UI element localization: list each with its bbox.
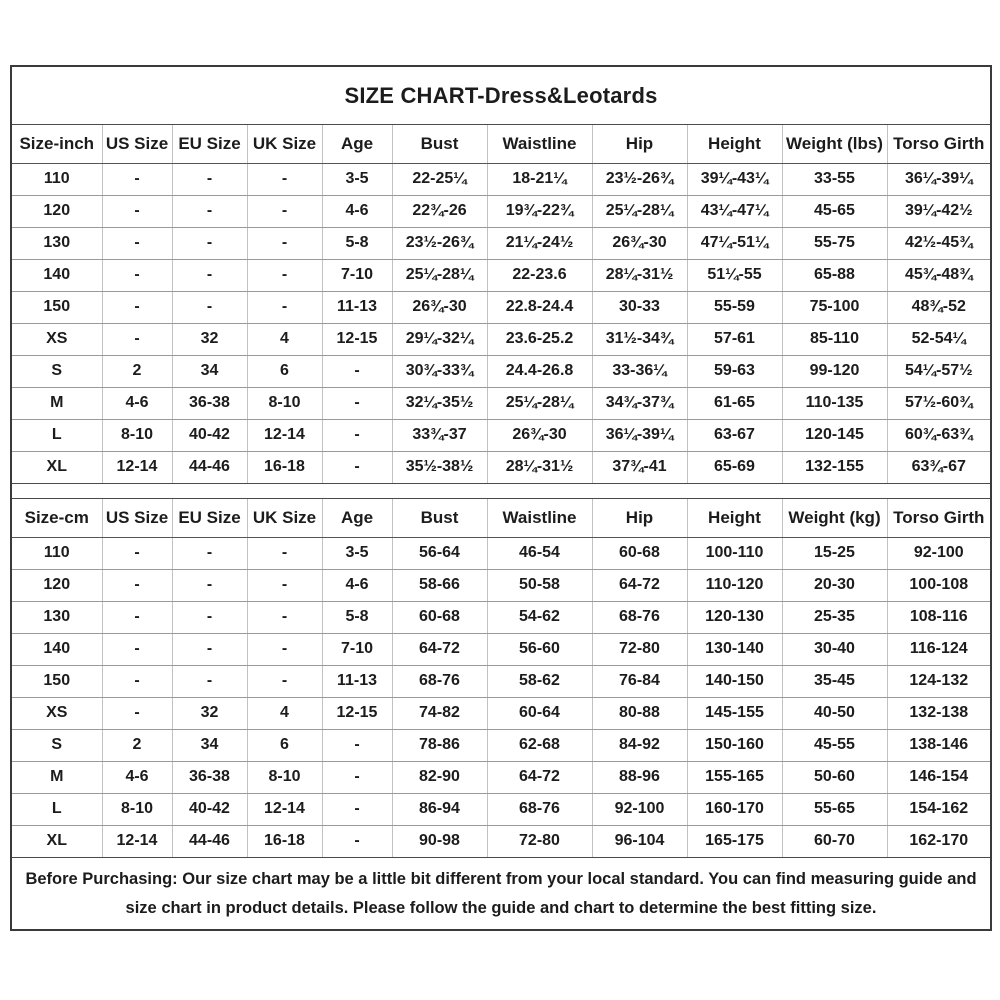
table-cell: 74-82 [392, 697, 487, 729]
table-cell: 21¼-24½ [487, 227, 592, 259]
size-label-cell: XS [12, 697, 102, 729]
table-cell: 33-55 [782, 163, 887, 195]
table-cell: 30-33 [592, 291, 687, 323]
table-cell: 72-80 [592, 633, 687, 665]
column-header: Height [687, 125, 782, 163]
column-header: US Size [102, 125, 172, 163]
table-cell: 54¼-57½ [887, 355, 990, 387]
table-cell: 16-18 [247, 451, 322, 483]
table-cell: - [102, 227, 172, 259]
column-header: Hip [592, 499, 687, 537]
purchase-note-line-2: size chart in product details. Please follow the guide and chart to determine the best fitting size. [125, 898, 877, 917]
table-cell: 48¾-52 [887, 291, 990, 323]
size-label-cell: 130 [12, 601, 102, 633]
table-cell: 84-92 [592, 729, 687, 761]
table-cell: - [322, 761, 392, 793]
table-cell: 55-65 [782, 793, 887, 825]
table-cell: 57-61 [687, 323, 782, 355]
table-cell: 68-76 [392, 665, 487, 697]
table-cell: 120-130 [687, 601, 782, 633]
table-cell: 47¼-51¼ [687, 227, 782, 259]
table-cell: - [247, 195, 322, 227]
table-cell: 45¾-48¾ [887, 259, 990, 291]
table-cell: 68-76 [487, 793, 592, 825]
table-row [12, 419, 990, 451]
size-label-cell: M [12, 387, 102, 419]
table-cell: 35½-38½ [392, 451, 487, 483]
table-cell: 22.8-24.4 [487, 291, 592, 323]
table-cell: 33¾-37 [392, 419, 487, 451]
table-cell: 65-88 [782, 259, 887, 291]
table-cell: 25¼-28¼ [487, 387, 592, 419]
table-cell: - [172, 163, 247, 195]
table-cell: 6 [247, 729, 322, 761]
table-row [12, 355, 990, 387]
table-cell: 15-25 [782, 537, 887, 569]
table-cell: 140-150 [687, 665, 782, 697]
table-cell: - [172, 569, 247, 601]
table-cell: 68-76 [592, 601, 687, 633]
header-row [12, 499, 990, 537]
table-cell: - [172, 633, 247, 665]
table-cell: 50-60 [782, 761, 887, 793]
table-cell: 12-15 [322, 697, 392, 729]
table-cell: 80-88 [592, 697, 687, 729]
table-cell: 60-68 [592, 537, 687, 569]
size-label-cell: S [12, 355, 102, 387]
table-cell: - [102, 665, 172, 697]
table-row [12, 387, 990, 419]
table-cell: 23½-26¾ [392, 227, 487, 259]
size-label-cell: 110 [12, 537, 102, 569]
table-row [12, 665, 990, 697]
table-cell: 19¾-22¾ [487, 195, 592, 227]
table-cell: 25¼-28¼ [592, 195, 687, 227]
column-header: UK Size [247, 125, 322, 163]
table-cell: - [322, 793, 392, 825]
table-cell: - [247, 163, 322, 195]
table-cell: 116-124 [887, 633, 990, 665]
table-cell: - [172, 665, 247, 697]
table-cell: - [172, 195, 247, 227]
column-header: Torso Girth [887, 499, 990, 537]
table-row [12, 291, 990, 323]
table-cell: - [102, 291, 172, 323]
table-cell: 36-38 [172, 761, 247, 793]
table-cell: 11-13 [322, 665, 392, 697]
table-row [12, 569, 990, 601]
table-cell: 34 [172, 355, 247, 387]
table-cell: 29¼-32¼ [392, 323, 487, 355]
table-cell: 110-120 [687, 569, 782, 601]
table-cell: - [322, 419, 392, 451]
table-cell: 12-14 [247, 419, 322, 451]
table-cell: 43¼-47¼ [687, 195, 782, 227]
table-cell: 2 [102, 729, 172, 761]
table-cell: 64-72 [592, 569, 687, 601]
column-header: EU Size [172, 125, 247, 163]
table-row [12, 793, 990, 825]
column-header: Weight (lbs) [782, 125, 887, 163]
table-cell: 56-60 [487, 633, 592, 665]
table-cell: 155-165 [687, 761, 782, 793]
table-cell: 90-98 [392, 825, 487, 857]
table-cell: - [322, 825, 392, 857]
table-cell: - [247, 665, 322, 697]
table-cell: 39¼-43¼ [687, 163, 782, 195]
table-row [12, 601, 990, 633]
table-cell: - [172, 291, 247, 323]
table-cell: 28¼-31½ [487, 451, 592, 483]
table-cell: 150-160 [687, 729, 782, 761]
table-cell: 22-23.6 [487, 259, 592, 291]
table-cell: 5-8 [322, 601, 392, 633]
table-cell: 92-100 [592, 793, 687, 825]
table-cell: 60-64 [487, 697, 592, 729]
table-divider [12, 483, 990, 499]
chart-title: SIZE CHART-Dress&Leotards [12, 67, 990, 125]
table-cell: 62-68 [487, 729, 592, 761]
table-cell: - [102, 195, 172, 227]
size-label-cell: L [12, 419, 102, 451]
table-cell: 64-72 [487, 761, 592, 793]
column-header: Hip [592, 125, 687, 163]
table-cell: 165-175 [687, 825, 782, 857]
table-cell: 44-46 [172, 825, 247, 857]
table-cell: - [102, 323, 172, 355]
size-label-cell: 140 [12, 259, 102, 291]
table-cell: 8-10 [247, 761, 322, 793]
table-cell: 57½-60¾ [887, 387, 990, 419]
table-cell: 145-155 [687, 697, 782, 729]
table-cell: 55-59 [687, 291, 782, 323]
table-cell: - [247, 537, 322, 569]
table-cell: 60-70 [782, 825, 887, 857]
table-cell: 12-14 [102, 825, 172, 857]
table-cell: 100-108 [887, 569, 990, 601]
table-cell: 37¾-41 [592, 451, 687, 483]
table-row [12, 697, 990, 729]
table-cell: 44-46 [172, 451, 247, 483]
table-cell: - [247, 601, 322, 633]
table-cell: 56-64 [392, 537, 487, 569]
table-cell: 32 [172, 323, 247, 355]
table-cell: 100-110 [687, 537, 782, 569]
size-label-cell: 130 [12, 227, 102, 259]
table-cell: 61-65 [687, 387, 782, 419]
size-label-cell: M [12, 761, 102, 793]
table-cell: 63¾-67 [911, 458, 966, 476]
table-row [12, 633, 990, 665]
column-header: Age [322, 499, 392, 537]
table-cell: - [172, 537, 247, 569]
table-cell: 8-10 [102, 793, 172, 825]
table-cell: - [102, 259, 172, 291]
table-cell: 3-5 [322, 537, 392, 569]
table-row [12, 451, 990, 483]
table-cell: 31½-34¾ [592, 323, 687, 355]
table-cell: 7-10 [322, 259, 392, 291]
table-cell: 35-45 [782, 665, 887, 697]
table-cell: 6 [247, 355, 322, 387]
table-cell: 52-54¼ [887, 323, 990, 355]
table-cell: 20-30 [782, 569, 887, 601]
table-cell: 28¼-31½ [592, 259, 687, 291]
table-cell: 45-55 [782, 729, 887, 761]
table-cell: 2 [102, 355, 172, 387]
table-cell: 30-40 [782, 633, 887, 665]
size-label-cell: XL [12, 451, 102, 483]
table-cell: 12-14 [102, 451, 172, 483]
table-cell: 58-66 [392, 569, 487, 601]
table-cell: 132-155 [782, 451, 887, 483]
size-label-cell: XS [12, 323, 102, 355]
table-cell: - [247, 291, 322, 323]
column-header: UK Size [247, 499, 322, 537]
table-row [12, 761, 990, 793]
table-cell: 85-110 [782, 323, 887, 355]
table-cell: - [172, 259, 247, 291]
table-cell: 25¼-28¼ [392, 259, 487, 291]
table-row [12, 323, 990, 355]
table-cell: 59-63 [687, 355, 782, 387]
column-header: US Size [102, 499, 172, 537]
table-row [12, 537, 990, 569]
column-header: Height [687, 499, 782, 537]
table-cell: 82-90 [392, 761, 487, 793]
size-table-inch [12, 125, 990, 483]
table-cell: 22-25¼ [392, 163, 487, 195]
table-cell: 34¾-37¾ [592, 387, 687, 419]
table-cell: 26¾-30 [592, 227, 687, 259]
table-cell: 64-72 [392, 633, 487, 665]
table-cell: 8-10 [102, 419, 172, 451]
table-cell: 30¾-33¾ [392, 355, 487, 387]
table-cell: 5-8 [322, 227, 392, 259]
table-cell: 36¼-39¼ [592, 419, 687, 451]
column-header: Bust [392, 125, 487, 163]
table-row [12, 163, 990, 195]
size-label-cell: 150 [12, 291, 102, 323]
size-label-cell: 120 [12, 569, 102, 601]
table-cell: 54-62 [487, 601, 592, 633]
table-cell: 46-54 [487, 537, 592, 569]
table-cell: 120-145 [782, 419, 887, 451]
column-header: Size-inch [12, 125, 102, 163]
table-cell: - [102, 697, 172, 729]
table-cell: - [322, 355, 392, 387]
column-header: Waistline [487, 499, 592, 537]
table-cell: 58-62 [487, 665, 592, 697]
table-cell: - [102, 569, 172, 601]
table-cell: 36¼-39¼ [887, 163, 990, 195]
table-cell: 60-68 [392, 601, 487, 633]
table-cell: 8-10 [247, 387, 322, 419]
size-table-cm [12, 499, 990, 857]
table-cell: 12-15 [322, 323, 392, 355]
table-cell: 4 [247, 323, 322, 355]
column-header: Weight (kg) [782, 499, 887, 537]
table-cell: 4-6 [102, 761, 172, 793]
column-header: Size-cm [12, 499, 102, 537]
table-cell: - [102, 601, 172, 633]
table-cell: 75-100 [782, 291, 887, 323]
table-cell: - [322, 729, 392, 761]
table-cell: 132-138 [887, 697, 990, 729]
size-chart-panel [10, 65, 992, 931]
table-cell: 26¾-30 [392, 291, 487, 323]
table-cell: 138-146 [887, 729, 990, 761]
table-cell: 22¾-26 [392, 195, 487, 227]
column-header: Torso Girth [887, 125, 990, 163]
table-cell: - [247, 569, 322, 601]
table-cell: 39¼-42½ [887, 195, 990, 227]
table-cell: 24.4-26.8 [487, 355, 592, 387]
table-row [12, 825, 990, 857]
table-cell: 65-69 [687, 451, 782, 483]
table-cell: 3-5 [322, 163, 392, 195]
column-header: Bust [392, 499, 487, 537]
table-cell: 110-135 [782, 387, 887, 419]
size-label-cell: 150 [12, 665, 102, 697]
column-header: Waistline [487, 125, 592, 163]
table-cell: 32¼-35½ [392, 387, 487, 419]
table-cell: - [322, 387, 392, 419]
table-cell: 4 [247, 697, 322, 729]
table-cell: 162-170 [909, 832, 969, 850]
table-cell: 51¼-55 [687, 259, 782, 291]
table-cell: - [322, 451, 392, 483]
table-cell: - [247, 633, 322, 665]
table-cell: 11-13 [322, 291, 392, 323]
table-cell: - [102, 633, 172, 665]
table-cell: 7-10 [322, 633, 392, 665]
table-cell: 23½-26¾ [592, 163, 687, 195]
table-cell: 130-140 [687, 633, 782, 665]
table-cell: 154-162 [887, 793, 990, 825]
table-cell: 25-35 [782, 601, 887, 633]
table-row [12, 227, 990, 259]
table-row [12, 195, 990, 227]
table-cell: 16-18 [247, 825, 322, 857]
size-label-cell: S [12, 729, 102, 761]
table-cell: 76-84 [592, 665, 687, 697]
purchase-note-line-1: Before Purchasing: Our size chart may be a little bit different from your local standard. You can find measuring guide and [25, 869, 977, 888]
table-cell: 72-80 [487, 825, 592, 857]
table-cell: 96-104 [592, 825, 687, 857]
table-cell: 55-75 [782, 227, 887, 259]
table-cell: 160-170 [687, 793, 782, 825]
table-cell: 99-120 [782, 355, 887, 387]
size-label-cell: 120 [12, 195, 102, 227]
table-row [12, 259, 990, 291]
table-cell: 4-6 [322, 569, 392, 601]
table-cell: 23.6-25.2 [487, 323, 592, 355]
table-cell: - [172, 601, 247, 633]
size-label-cell: L [12, 793, 102, 825]
table-cell: 92-100 [887, 537, 990, 569]
header-row [12, 125, 990, 163]
table-cell: - [102, 163, 172, 195]
table-cell: 60¾-63¾ [887, 419, 990, 451]
table-cell: - [102, 537, 172, 569]
table-cell: - [247, 227, 322, 259]
table-cell: 45-65 [782, 195, 887, 227]
table-cell: 86-94 [392, 793, 487, 825]
table-cell: 12-14 [247, 793, 322, 825]
table-cell: 40-42 [172, 793, 247, 825]
table-cell: 4-6 [102, 387, 172, 419]
column-header: EU Size [172, 499, 247, 537]
table-cell: 108-116 [887, 601, 990, 633]
size-label-cell: 140 [12, 633, 102, 665]
table-cell: 88-96 [592, 761, 687, 793]
table-cell: 40-42 [172, 419, 247, 451]
table-cell: 40-50 [782, 697, 887, 729]
table-row [12, 729, 990, 761]
table-cell: 63-67 [687, 419, 782, 451]
table-cell: 36-38 [172, 387, 247, 419]
table-cell: 18-21¼ [487, 163, 592, 195]
size-label-cell: XL [12, 825, 102, 857]
table-cell: 124-132 [887, 665, 990, 697]
column-header: Age [322, 125, 392, 163]
table-cell: - [172, 227, 247, 259]
table-cell: 34 [172, 729, 247, 761]
table-cell: 33-36¼ [592, 355, 687, 387]
table-cell: 42½-45¾ [887, 227, 990, 259]
table-cell: 50-58 [487, 569, 592, 601]
table-cell: 32 [172, 697, 247, 729]
table-cell: 26¾-30 [487, 419, 592, 451]
purchase-note [12, 857, 990, 929]
size-label-cell: 110 [12, 163, 102, 195]
table-cell: 146-154 [887, 761, 990, 793]
table-cell: 78-86 [392, 729, 487, 761]
table-cell: - [247, 259, 322, 291]
table-cell: 4-6 [322, 195, 392, 227]
